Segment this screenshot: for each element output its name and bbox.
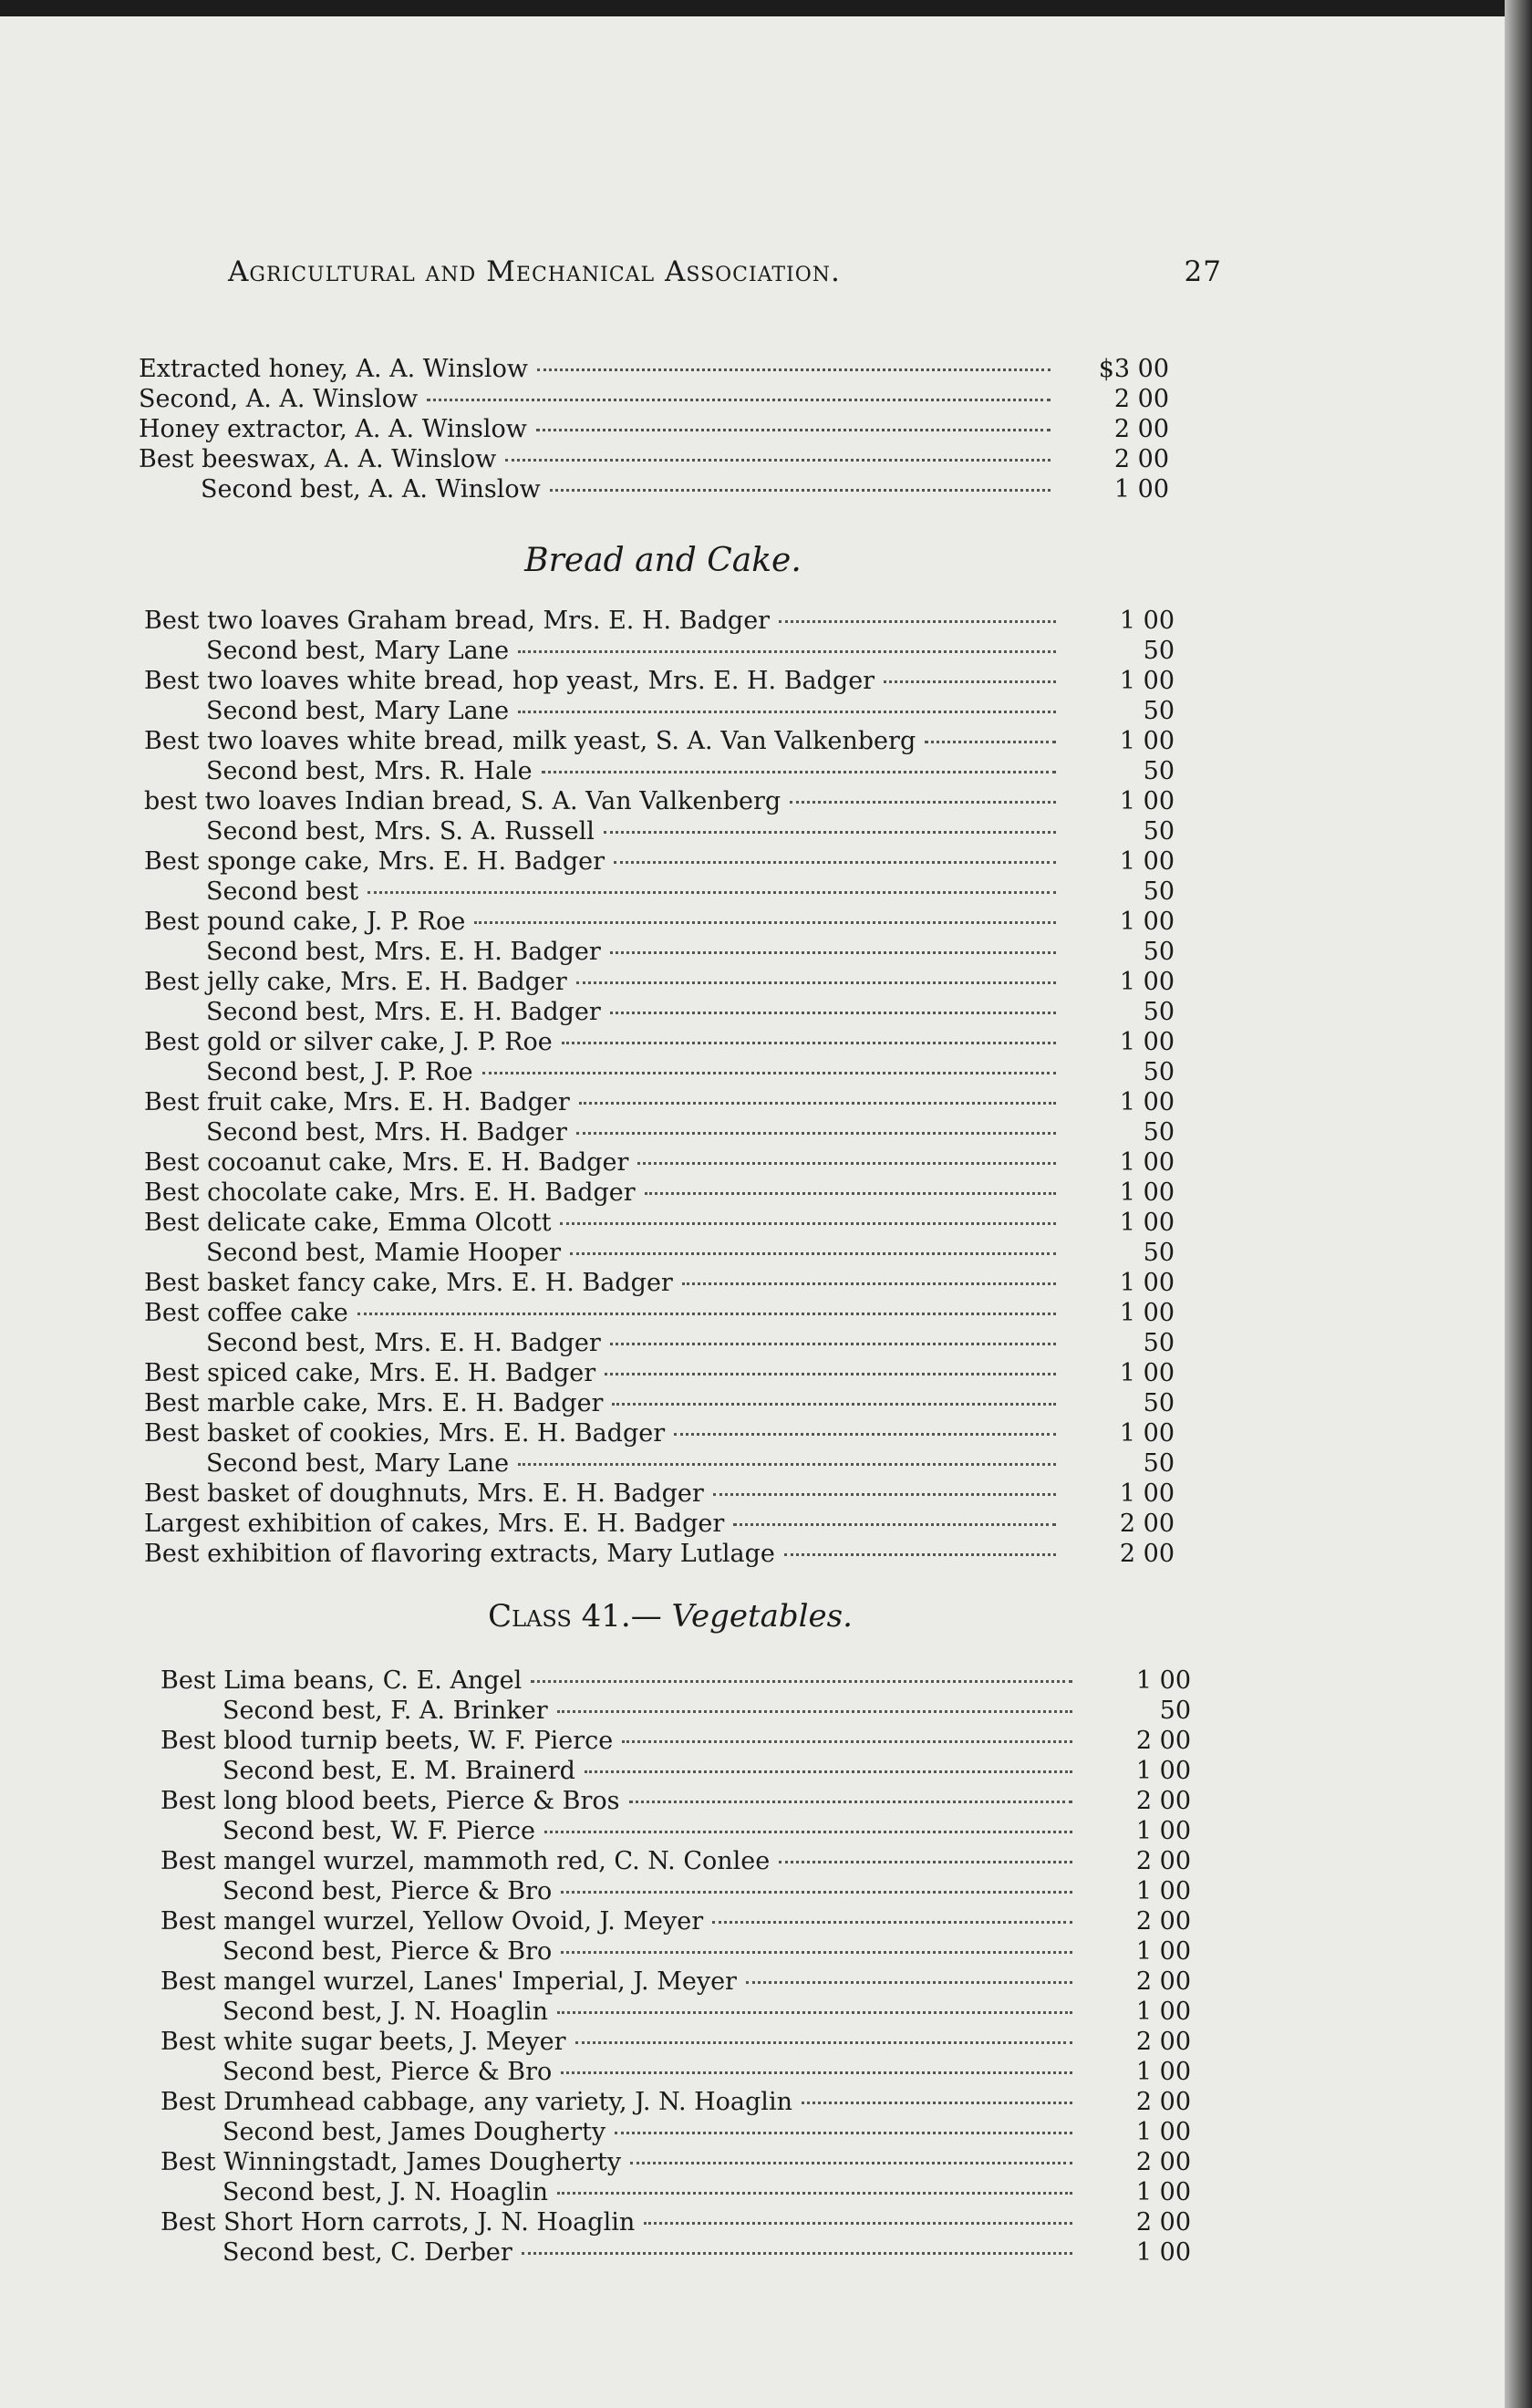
premium-row (144, 1117, 1193, 1147)
premium-row (144, 997, 1193, 1027)
premium-label: Second best, J. P. Roe (206, 1058, 473, 1086)
dot-leader (713, 1493, 1056, 1496)
premium-amount: 1 00 (1119, 847, 1175, 876)
premium-label: Best mangel wurzel, mammoth red, C. N. Conlee (160, 1847, 771, 1875)
premium-amount: 1 00 (1119, 667, 1175, 695)
premium-label: Second best, Mrs. H. Badger (206, 1118, 567, 1147)
premium-row (144, 1418, 1193, 1448)
premium-row (139, 354, 1187, 384)
premium-row (139, 474, 1187, 504)
premium-row (144, 1268, 1193, 1298)
premium-label: Second best, Mrs. E. H. Badger (206, 998, 601, 1026)
premium-amount: 2 00 (1135, 1787, 1191, 1815)
premium-row (144, 1298, 1193, 1328)
premium-row (160, 1936, 1209, 1967)
running-title: Agricultural and Mechanical Association. (228, 255, 841, 288)
premium-amount: 2 00 (1135, 2148, 1191, 2176)
premium-label: Second best, James Dougherty (223, 2118, 606, 2146)
premium-row (160, 1876, 1209, 1906)
dot-leader (925, 741, 1056, 743)
premium-row (144, 756, 1193, 786)
premium-amount: 1 00 (1135, 1877, 1191, 1905)
premium-amount: 2 00 (1135, 2088, 1191, 2116)
dot-leader (884, 680, 1056, 683)
honey-premiums (139, 354, 1187, 504)
premium-row (144, 1208, 1193, 1238)
premium-row (144, 666, 1193, 696)
premium-amount: 1 00 (1119, 908, 1175, 936)
premium-amount: 1 00 (1113, 475, 1169, 503)
premium-amount: 50 (1159, 1697, 1191, 1725)
premium-label: Second best (206, 877, 359, 906)
dot-leader (561, 2071, 1072, 2074)
premium-amount: 2 00 (1135, 2028, 1191, 2056)
class-topic: Vegetables. (671, 1598, 853, 1635)
premium-amount: 50 (1143, 877, 1175, 906)
premium-label: Second best, Pierce & Bro (223, 1937, 553, 1966)
premium-amount: 1 00 (1119, 1209, 1175, 1237)
dot-leader (562, 1042, 1056, 1044)
dot-leader (357, 1313, 1056, 1315)
dot-leader (560, 1222, 1056, 1225)
premium-label: Best fruit cake, Mrs. E. H. Badger (144, 1088, 570, 1116)
premium-row (160, 2057, 1209, 2087)
premium-amount: 1 00 (1119, 607, 1175, 635)
premium-amount: 50 (1143, 938, 1175, 966)
premium-row (144, 846, 1193, 877)
premium-row (144, 606, 1193, 636)
dot-leader (604, 831, 1056, 834)
premium-row (144, 1479, 1193, 1509)
premium-label: Second best, J. N. Hoaglin (223, 2178, 549, 2206)
premium-amount: 1 00 (1119, 1419, 1175, 1448)
premium-amount: 2 00 (1135, 1967, 1191, 1996)
premium-row (144, 1178, 1193, 1208)
premium-label: Extracted honey, A. A. Winslow (139, 355, 528, 383)
premium-label: Second best, Pierce & Bro (223, 1877, 553, 1905)
dot-leader (518, 1463, 1056, 1466)
dot-leader (644, 2222, 1072, 2225)
premium-row (160, 2087, 1209, 2117)
dot-leader (579, 1102, 1056, 1105)
dot-leader (746, 1981, 1072, 1984)
premium-label: Best coffee cake (144, 1299, 348, 1327)
premium-amount: 1 00 (1119, 1028, 1175, 1056)
premium-row (144, 1539, 1193, 1569)
premium-label: Best sponge cake, Mrs. E. H. Badger (144, 847, 606, 876)
page-number: 27 (1184, 255, 1222, 288)
premium-label: Best two loaves white bread, hop yeast, Mrs. E. H. Badger (144, 667, 875, 695)
premium-label: Best Winningstadt, James Dougherty (160, 2148, 622, 2176)
premium-row (144, 1448, 1193, 1479)
premium-label: Second, A. A. Winslow (139, 385, 419, 413)
premium-label: Best spiced cake, Mrs. E. H. Badger (144, 1359, 596, 1387)
premium-row (160, 1906, 1209, 1936)
premium-row (139, 384, 1187, 414)
premium-row (144, 816, 1193, 846)
premium-amount: 2 00 (1113, 385, 1169, 413)
premium-label: Second best, J. N. Hoaglin (223, 1998, 549, 2026)
premium-amount: 1 00 (1119, 1299, 1175, 1327)
dot-leader (482, 1072, 1056, 1074)
dot-leader (614, 861, 1056, 864)
premium-label: best two loaves Indian bread, S. A. Van Valkenberg (144, 787, 782, 815)
premium-amount: 2 00 (1135, 1907, 1191, 1936)
premium-amount: 1 00 (1119, 1088, 1175, 1116)
dot-leader (531, 1680, 1072, 1683)
premium-label: Best jelly cake, Mrs. E. H. Badger (144, 968, 567, 996)
dot-leader (557, 2192, 1072, 2195)
premium-row (144, 1388, 1193, 1418)
premium-label: Best mangel wurzel, Yellow Ovoid, J. Meyer (160, 1907, 704, 1936)
dot-leader (557, 2011, 1072, 2014)
dot-leader (570, 1252, 1056, 1255)
premium-row (160, 1726, 1209, 1756)
premium-row (144, 1087, 1193, 1117)
premium-label: Second best, C. Derber (223, 2238, 512, 2267)
premium-label: Largest exhibition of cakes, Mrs. E. H. Badger (144, 1510, 725, 1538)
premium-amount: 2 00 (1119, 1540, 1175, 1568)
vegetable-premiums (160, 1666, 1209, 2268)
dot-leader (629, 1801, 1072, 1803)
premium-amount: 1 00 (1135, 2238, 1191, 2267)
dot-leader (610, 951, 1056, 954)
premium-row (160, 2207, 1209, 2237)
premium-label: Best pound cake, J. P. Roe (144, 908, 466, 936)
dot-leader (630, 2162, 1072, 2164)
premium-label: Second best, Mrs. R. Hale (206, 757, 533, 785)
premium-label: Best basket of cookies, Mrs. E. H. Badger (144, 1419, 666, 1448)
dot-leader (505, 459, 1051, 462)
dot-leader (561, 1891, 1072, 1894)
bread-cake-premiums (144, 606, 1193, 1569)
premium-amount: 1 00 (1135, 1998, 1191, 2026)
premium-amount: 1 00 (1135, 1937, 1191, 1966)
premium-row (139, 444, 1187, 474)
premium-row (144, 786, 1193, 816)
premium-row (160, 2027, 1209, 2057)
dot-leader (605, 1373, 1056, 1375)
premium-amount: $3 00 (1098, 355, 1169, 383)
premium-label: Second best, Pierce & Bro (223, 2058, 553, 2086)
premium-label: Best exhibition of flavoring extracts, Mary Lutlage (144, 1540, 775, 1568)
premium-amount: 50 (1143, 1239, 1175, 1267)
premium-label: Best gold or silver cake, J. P. Roe (144, 1028, 553, 1056)
premium-label: Second best, Mrs. S. A. Russell (206, 817, 595, 846)
dot-leader (576, 981, 1056, 984)
premium-amount: 1 00 (1119, 968, 1175, 996)
premium-amount: 2 00 (1113, 415, 1169, 443)
premium-amount: 1 00 (1119, 1269, 1175, 1297)
premium-label: Best basket fancy cake, Mrs. E. H. Badger (144, 1269, 673, 1297)
premium-label: Best Lima beans, C. E. Angel (160, 1666, 523, 1695)
dot-leader (542, 771, 1056, 773)
premium-label: Best beeswax, A. A. Winslow (139, 445, 497, 473)
dot-leader (576, 1132, 1056, 1135)
premium-row (144, 1328, 1193, 1358)
premium-label: Best two loaves white bread, milk yeast, S. A. Van Valkenberg (144, 727, 916, 755)
dot-leader (674, 1433, 1056, 1436)
premium-amount: 50 (1143, 998, 1175, 1026)
premium-amount: 50 (1143, 1118, 1175, 1147)
premium-label: Best white sugar beets, J. Meyer (160, 2028, 566, 2056)
premium-row (144, 1147, 1193, 1178)
premium-amount: 50 (1143, 1449, 1175, 1478)
dot-leader (367, 891, 1056, 894)
premium-row (160, 1696, 1209, 1726)
premium-label: Best Drumhead cabbage, any variety, J. N. Hoaglin (160, 2088, 792, 2116)
premium-label: Best delicate cake, Emma Olcott (144, 1209, 552, 1237)
dot-leader (518, 650, 1056, 653)
dot-leader (474, 921, 1056, 924)
premium-label: Second best, A. A. Winslow (201, 475, 541, 503)
premium-label: Best cocoanut cake, Mrs. E. H. Badger (144, 1148, 629, 1177)
premium-row (144, 967, 1193, 997)
premium-amount: 2 00 (1135, 1727, 1191, 1755)
dot-leader (557, 1710, 1072, 1713)
dot-leader (682, 1282, 1056, 1285)
dot-leader (615, 2132, 1072, 2134)
dot-leader (537, 368, 1051, 371)
premium-row (144, 1238, 1193, 1268)
premium-row (144, 636, 1193, 666)
premium-label: Second best, Mamie Hooper (206, 1239, 562, 1267)
dot-leader (544, 1831, 1072, 1833)
premium-label: Best long blood beets, Pierce & Bros (160, 1787, 620, 1815)
premium-label: Second best, Mrs. E. H. Badger (206, 1329, 601, 1357)
premium-amount: 50 (1143, 697, 1175, 725)
dot-leader (427, 399, 1051, 401)
premium-amount: 50 (1143, 817, 1175, 846)
premium-row (160, 2147, 1209, 2177)
premium-amount: 2 00 (1135, 2208, 1191, 2237)
premium-amount: 1 00 (1135, 2178, 1191, 2206)
premium-row (160, 1997, 1209, 2027)
premium-label: Best basket of doughnuts, Mrs. E. H. Badger (144, 1479, 704, 1508)
premium-amount: 1 00 (1135, 1817, 1191, 1845)
premium-amount: 2 00 (1135, 1847, 1191, 1875)
dot-leader (585, 1770, 1072, 1773)
dot-leader (610, 1012, 1056, 1014)
dot-leader (518, 711, 1056, 713)
dot-leader (645, 1192, 1056, 1195)
premium-amount: 1 00 (1119, 1178, 1175, 1207)
premium-label: Best marble cake, Mrs. E. H. Badger (144, 1389, 604, 1417)
premium-row (144, 1057, 1193, 1087)
dot-leader (779, 1861, 1072, 1863)
premium-amount: 50 (1143, 757, 1175, 785)
premium-label: Best blood turnip beets, W. F. Pierce (160, 1727, 614, 1755)
dot-leader (779, 620, 1056, 623)
premium-row (144, 907, 1193, 937)
premium-row (160, 1666, 1209, 1696)
premium-row (144, 1509, 1193, 1539)
premium-amount: 1 00 (1119, 1479, 1175, 1508)
running-header (228, 255, 1222, 288)
premium-amount: 1 00 (1135, 2118, 1191, 2146)
premium-label: Best Short Horn carrots, J. N. Hoaglin (160, 2208, 636, 2237)
premium-amount: 2 00 (1113, 445, 1169, 473)
premium-row (160, 2177, 1209, 2207)
dot-leader (610, 1343, 1056, 1345)
premium-row (139, 414, 1187, 444)
dot-leader (575, 2041, 1072, 2044)
premium-row (160, 1846, 1209, 1876)
dot-leader (622, 1740, 1072, 1743)
dot-leader (536, 429, 1051, 431)
premium-amount: 1 00 (1119, 727, 1175, 755)
dot-leader (561, 1951, 1072, 1954)
dot-leader (612, 1403, 1056, 1406)
premium-amount: 50 (1143, 1389, 1175, 1417)
premium-amount: 1 00 (1135, 2058, 1191, 2086)
premium-label: Second best, Mary Lane (206, 697, 510, 725)
premium-row (160, 2117, 1209, 2147)
dot-leader (712, 1921, 1072, 1924)
premium-label: Second best, W. F. Pierce (223, 1817, 535, 1845)
premium-label: Second best, Mrs. E. H. Badger (206, 938, 601, 966)
premium-row (144, 1358, 1193, 1388)
premium-amount: 1 00 (1119, 1359, 1175, 1387)
dot-leader (733, 1523, 1056, 1526)
premium-amount: 2 00 (1119, 1510, 1175, 1538)
premium-label: Second best, Mary Lane (206, 637, 510, 665)
premium-amount: 1 00 (1119, 1148, 1175, 1177)
premium-label: Best two loaves Graham bread, Mrs. E. H. Badger (144, 607, 771, 635)
premium-row (144, 726, 1193, 756)
premium-row (160, 1816, 1209, 1846)
premium-row (144, 1027, 1193, 1057)
premium-row (160, 1786, 1209, 1816)
premium-label: Second best, Mary Lane (206, 1449, 510, 1478)
class-41-heading (146, 1598, 1195, 1635)
class-label: Class 41.— (488, 1598, 662, 1635)
premium-amount: 50 (1143, 637, 1175, 665)
page-edge (1505, 0, 1532, 2408)
dot-leader (802, 2102, 1072, 2104)
premium-row (160, 1967, 1209, 1997)
premium-row (160, 2237, 1209, 2268)
premium-amount: 50 (1143, 1329, 1175, 1357)
premium-row (144, 937, 1193, 967)
premium-amount: 1 00 (1119, 787, 1175, 815)
premium-label: Best chocolate cake, Mrs. E. H. Badger (144, 1178, 636, 1207)
premium-label: Second best, F. A. Brinker (223, 1697, 548, 1725)
premium-row (144, 877, 1193, 907)
premium-amount: 1 00 (1135, 1666, 1191, 1695)
dot-leader (550, 489, 1051, 492)
premium-amount: 1 00 (1135, 1757, 1191, 1785)
dot-leader (784, 1553, 1056, 1556)
dot-leader (790, 801, 1056, 804)
premium-label: Honey extractor, A. A. Winslow (139, 415, 527, 443)
premium-row (144, 696, 1193, 726)
dot-leader (637, 1162, 1056, 1165)
bread-cake-heading: Bread and Cake. (524, 542, 802, 579)
premium-label: Second best, E. M. Brainerd (223, 1757, 575, 1785)
premium-label: Best mangel wurzel, Lanes' Imperial, J. Meyer (160, 1967, 737, 1996)
premium-row (160, 1756, 1209, 1786)
dot-leader (522, 2252, 1072, 2255)
premium-amount: 50 (1143, 1058, 1175, 1086)
